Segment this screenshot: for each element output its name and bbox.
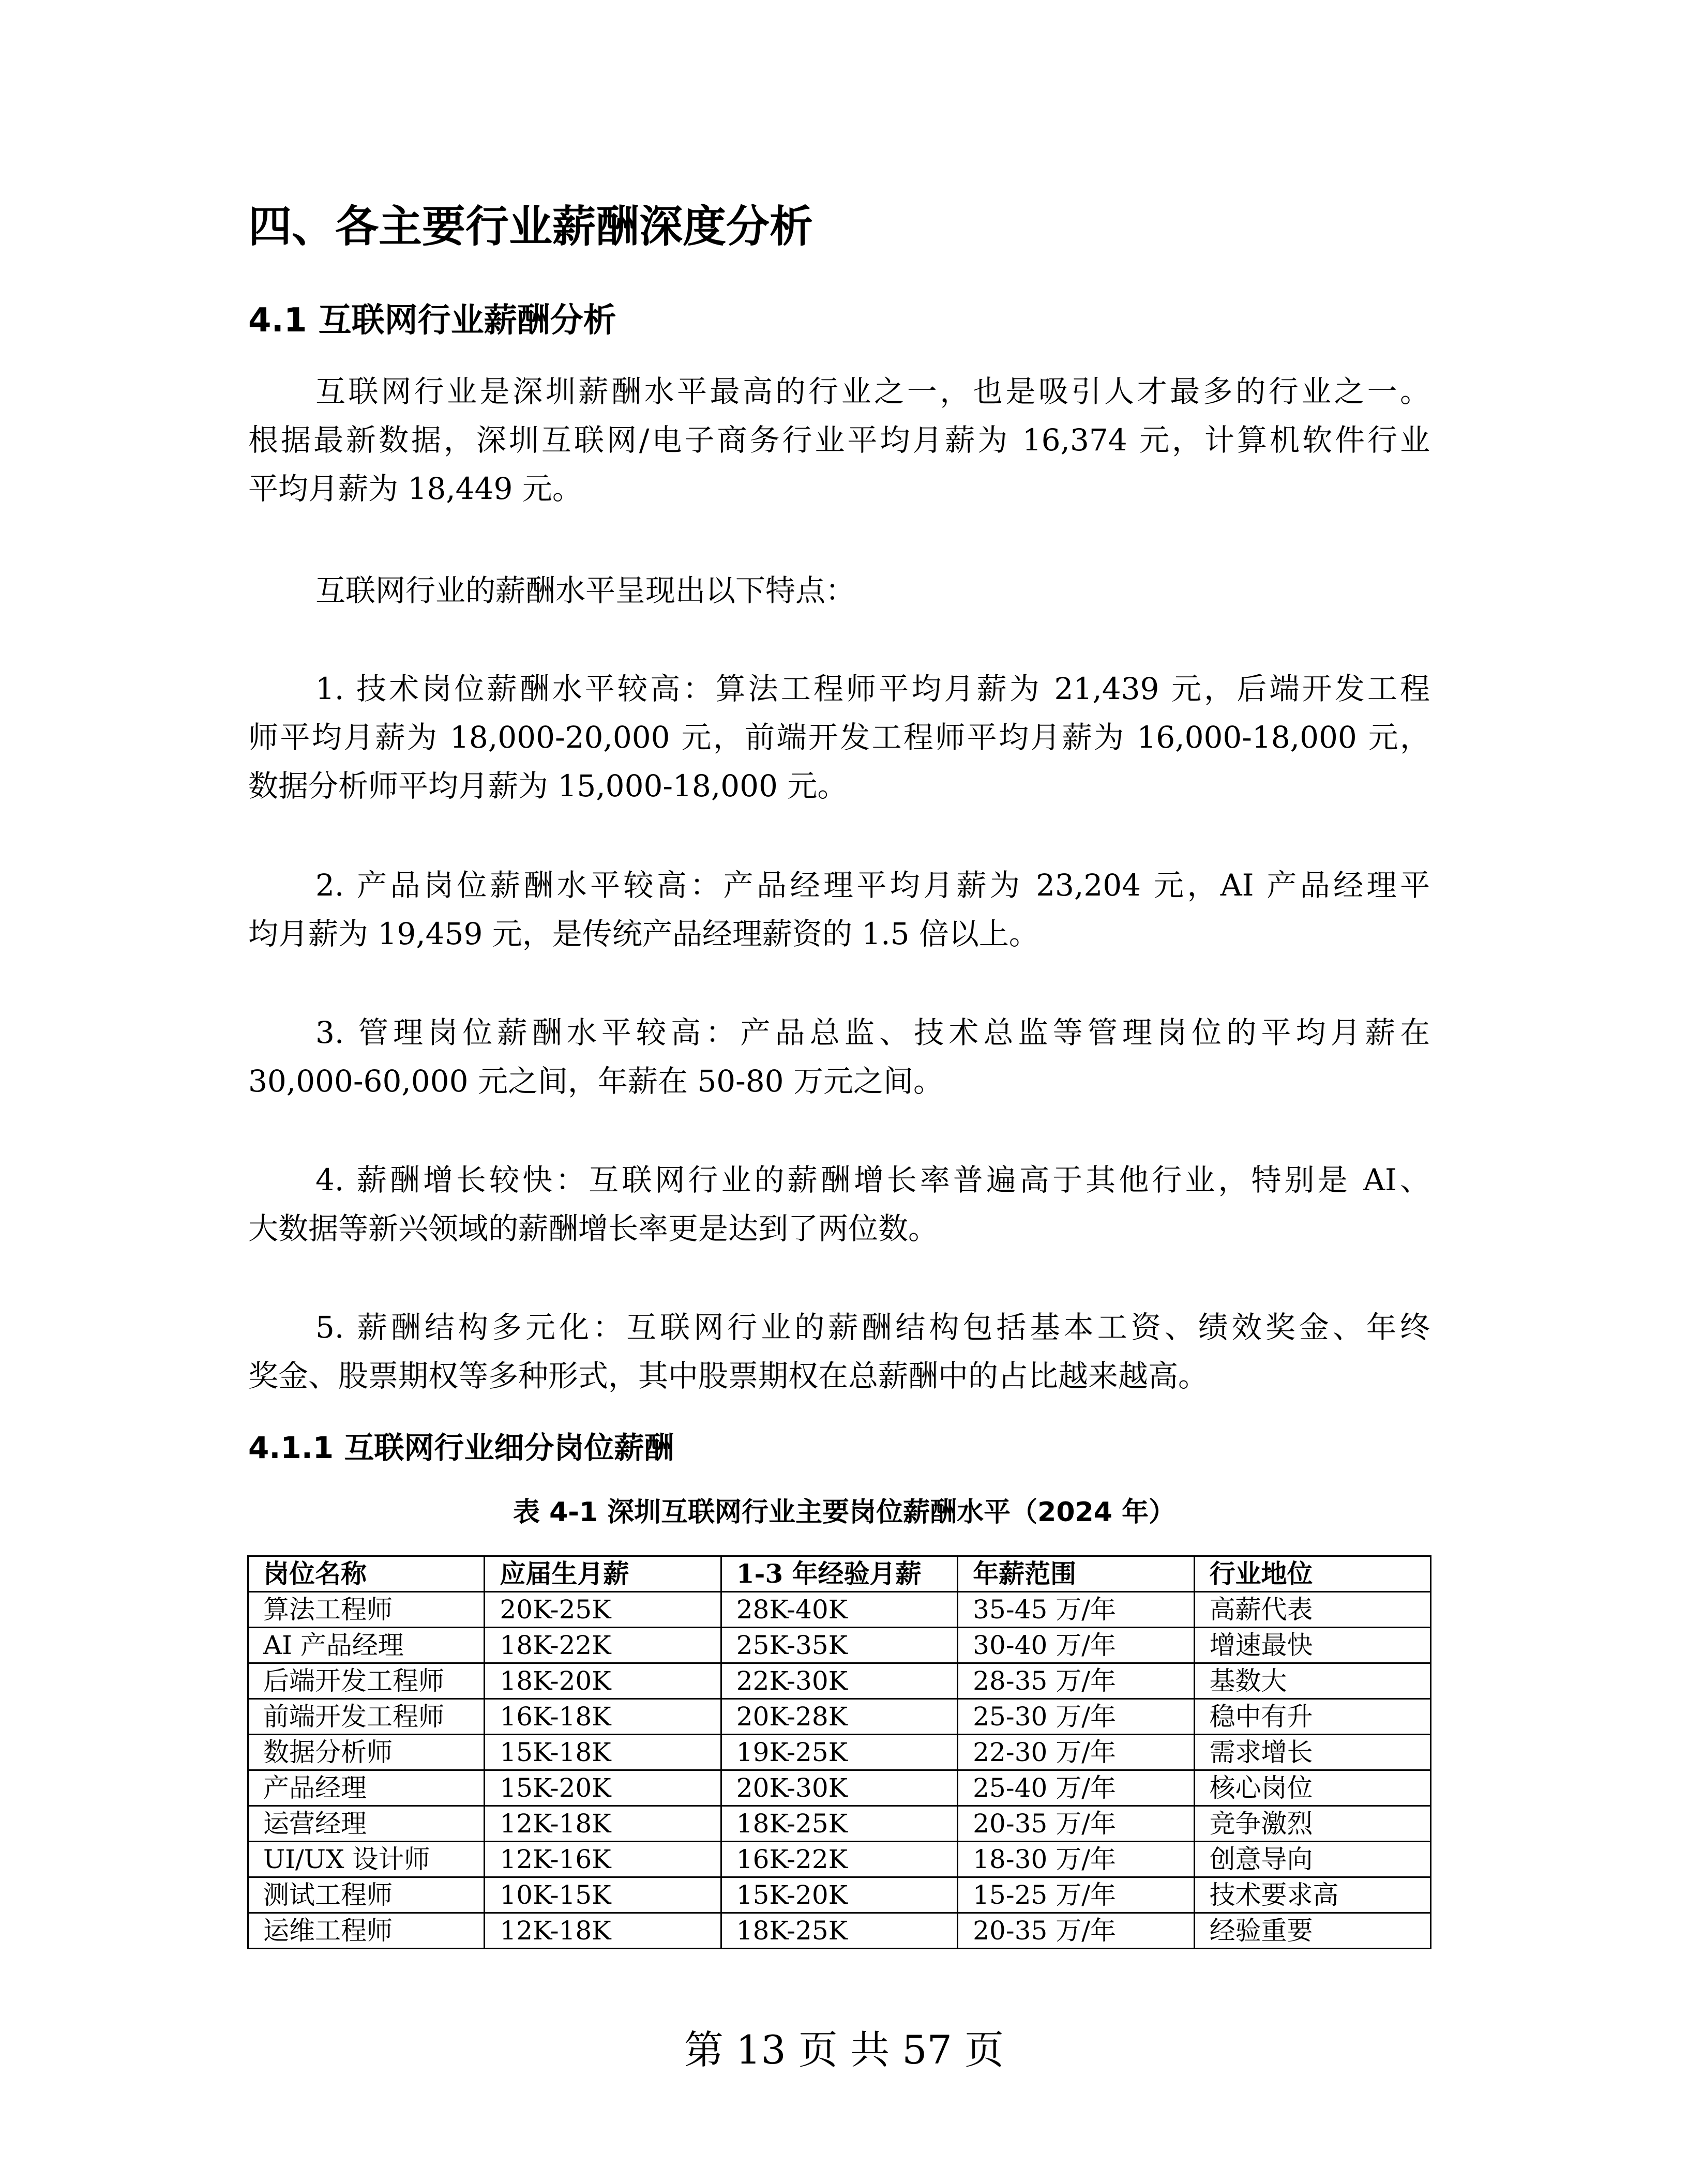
table-cell: 后端开发工程师 xyxy=(248,1663,485,1699)
table-cell: 25-40 万/年 xyxy=(958,1770,1194,1806)
table-cell: 22K-30K xyxy=(721,1663,957,1699)
header-cell-graduate-salary: 应届生月薪 xyxy=(485,1556,721,1592)
table-cell: 28-35 万/年 xyxy=(958,1663,1194,1699)
table-cell: 28K-40K xyxy=(721,1592,957,1628)
table-cell: 20K-25K xyxy=(485,1592,721,1628)
header-cell-annual-range: 年薪范围 xyxy=(958,1556,1194,1592)
table-header-row xyxy=(248,1556,1431,1592)
text-line: 大数据等新兴领域的薪酬增长率更是达到了两位数。 xyxy=(248,1211,939,1246)
text-line: 根据最新数据，深圳互联网/电子商务行业平均月薪为 16,374 元，计算机软件行业 xyxy=(248,422,1430,458)
table-cell: 18K-25K xyxy=(721,1913,957,1949)
table-cell: 运维工程师 xyxy=(248,1913,485,1949)
table-cell: 18-30 万/年 xyxy=(958,1842,1194,1877)
table-row xyxy=(248,1877,1431,1913)
table-cell: 技术要求高 xyxy=(1194,1877,1430,1913)
table-cell: 25-30 万/年 xyxy=(958,1699,1194,1735)
subsection-title: 4.1 互联网行业薪酬分析 xyxy=(248,301,616,340)
table-cell: 35-45 万/年 xyxy=(958,1592,1194,1628)
table-cell: 30-40 万/年 xyxy=(958,1628,1194,1663)
features-intro-paragraph xyxy=(248,566,1430,615)
table-cell: 竞争激烈 xyxy=(1194,1806,1430,1842)
section-title: 四、各主要行业薪酬深度分析 xyxy=(248,201,813,252)
table-cell: 12K-16K xyxy=(485,1842,721,1877)
text-line: 均月薪为 19,459 元，是传统产品经理薪资的 1.5 倍以上。 xyxy=(248,916,1039,951)
table-cell: 20-35 万/年 xyxy=(958,1806,1194,1842)
table-cell: 数据分析师 xyxy=(248,1735,485,1770)
table-cell: 25K-35K xyxy=(721,1628,957,1663)
table-row xyxy=(248,1842,1431,1877)
table-cell: 12K-18K xyxy=(485,1913,721,1949)
table-cell: AI 产品经理 xyxy=(248,1628,485,1663)
point-3-paragraph xyxy=(248,1008,1430,1105)
table-row xyxy=(248,1770,1431,1806)
table-cell: 19K-25K xyxy=(721,1735,957,1770)
table-cell: 算法工程师 xyxy=(248,1592,485,1628)
table-cell: 经验重要 xyxy=(1194,1913,1430,1949)
header-cell-experienced-salary: 1-3 年经验月薪 xyxy=(721,1556,957,1592)
table-cell: 产品经理 xyxy=(248,1770,485,1806)
text-line: 3. 管理岗位薪酬水平较高：产品总监、技术总监等管理岗位的平均月薪在 xyxy=(315,1015,1430,1050)
table-cell: 22-30 万/年 xyxy=(958,1735,1194,1770)
text-line: 5. 薪酬结构多元化：互联网行业的薪酬结构包括基本工资、绩效奖金、年终 xyxy=(315,1310,1430,1345)
table-cell: 18K-25K xyxy=(721,1806,957,1842)
point-1-paragraph xyxy=(248,664,1430,810)
table-row xyxy=(248,1913,1431,1949)
table-cell: 稳中有升 xyxy=(1194,1699,1430,1735)
sub-subsection-title: 4.1.1 互联网行业细分岗位薪酬 xyxy=(248,1430,674,1465)
page-number-footer: 第 13 页 共 57 页 xyxy=(684,2027,1004,2073)
point-2-paragraph xyxy=(248,861,1430,958)
table-cell: 20K-28K xyxy=(721,1699,957,1735)
table-cell: 创意导向 xyxy=(1194,1842,1430,1877)
table-cell: 核心岗位 xyxy=(1194,1770,1430,1806)
header-cell-position: 岗位名称 xyxy=(248,1556,485,1592)
table-row xyxy=(248,1592,1431,1628)
table-cell: 15-25 万/年 xyxy=(958,1877,1194,1913)
header-cell-industry-status: 行业地位 xyxy=(1194,1556,1430,1592)
text-line: 互联网行业是深圳薪酬水平最高的行业之一，也是吸引人才最多的行业之一。 xyxy=(315,374,1430,409)
table-cell: 基数大 xyxy=(1194,1663,1430,1699)
table-cell: 20-35 万/年 xyxy=(958,1913,1194,1949)
text-line: 互联网行业的薪酬水平呈现出以下特点： xyxy=(315,573,856,608)
table-cell: 前端开发工程师 xyxy=(248,1699,485,1735)
intro-paragraph xyxy=(248,367,1430,513)
table-cell: 增速最快 xyxy=(1194,1628,1430,1663)
table-cell: 18K-22K xyxy=(485,1628,721,1663)
table-cell: 16K-22K xyxy=(721,1842,957,1877)
text-line: 奖金、股票期权等多种形式，其中股票期权在总薪酬中的占比越来越高。 xyxy=(248,1358,1209,1393)
table-cell: 测试工程师 xyxy=(248,1877,485,1913)
table-cell: 10K-15K xyxy=(485,1877,721,1913)
text-line: 4. 薪酬增长较快：互联网行业的薪酬增长率普遍高于其他行业，特别是 AI、 xyxy=(315,1162,1430,1197)
table-row xyxy=(248,1699,1431,1735)
table-cell: 16K-18K xyxy=(485,1699,721,1735)
table-caption: 表 4-1 深圳互联网行业主要岗位薪酬水平（2024 年） xyxy=(513,1497,1175,1528)
text-line: 师平均月薪为 18,000-20,000 元，前端开发工程师平均月薪为 16,000-18,000 元， xyxy=(248,720,1430,755)
text-line: 2. 产品岗位薪酬水平较高：产品经理平均月薪为 23,204 元，AI 产品经理平 xyxy=(315,868,1430,903)
text-line: 1. 技术岗位薪酬水平较高：算法工程师平均月薪为 21,439 元，后端开发工程 xyxy=(315,671,1430,706)
table-cell: 高薪代表 xyxy=(1194,1592,1430,1628)
table-cell: 20K-30K xyxy=(721,1770,957,1806)
text-line: 30,000-60,000 元之间，年薪在 50-80 万元之间。 xyxy=(248,1064,943,1099)
table-cell: 15K-20K xyxy=(485,1770,721,1806)
table-cell: 需求增长 xyxy=(1194,1735,1430,1770)
text-line: 平均月薪为 18,449 元。 xyxy=(248,471,582,506)
table-row xyxy=(248,1806,1431,1842)
table-cell: 12K-18K xyxy=(485,1806,721,1842)
table-cell: UI/UX 设计师 xyxy=(248,1842,485,1877)
table-row xyxy=(248,1735,1431,1770)
table-cell: 15K-18K xyxy=(485,1735,721,1770)
table-row xyxy=(248,1628,1431,1663)
table-cell: 运营经理 xyxy=(248,1806,485,1842)
table-cell: 15K-20K xyxy=(721,1877,957,1913)
salary-table xyxy=(247,1555,1431,1949)
point-4-paragraph xyxy=(248,1156,1430,1253)
point-5-paragraph xyxy=(248,1303,1430,1400)
text-line: 数据分析师平均月薪为 15,000-18,000 元。 xyxy=(248,768,848,803)
table-cell: 18K-20K xyxy=(485,1663,721,1699)
table-row xyxy=(248,1663,1431,1699)
